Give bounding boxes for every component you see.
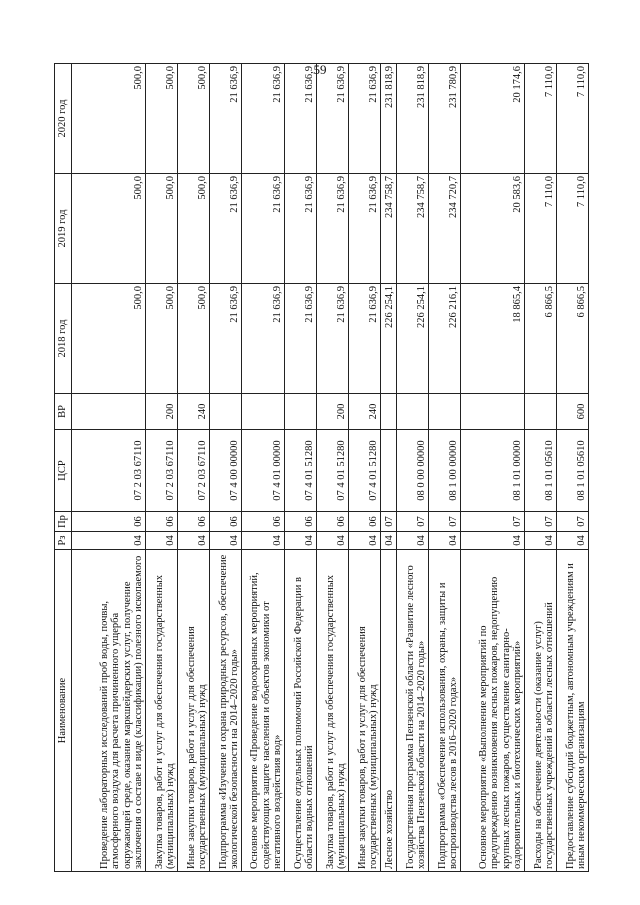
table-row: [242, 64, 285, 872]
row-name: Закупка товаров, работ и услуг для обеспечения государственных (муниципальных) нужд: [317, 550, 349, 872]
row-vr: [285, 394, 317, 430]
row-name: Иные закупки товаров, работ и услуг для обеспечения государственных (муниципальных) нужд: [178, 550, 210, 872]
table-row: [285, 64, 317, 872]
row-pr: 07: [525, 512, 557, 532]
row-rz: 04: [557, 532, 589, 550]
row-csr: 07 4 00 00000: [210, 430, 242, 512]
row-rz: 04: [381, 532, 397, 550]
row-pr: 06: [242, 512, 285, 532]
row-vr: 240: [349, 394, 381, 430]
row-pr: 07: [429, 512, 461, 532]
row-pr: 07: [557, 512, 589, 532]
row-csr: 07 4 01 51280: [317, 430, 349, 512]
row-csr: 08 0 00 00000: [397, 430, 429, 512]
row-2019: 21 636,9: [285, 174, 317, 284]
row-vr: 600: [557, 394, 589, 430]
row-rz: 04: [317, 532, 349, 550]
header-csr: ЦСР: [55, 430, 72, 512]
row-2018: 226 254,1: [397, 284, 429, 394]
page-number: 59: [313, 62, 327, 77]
row-2020: 21 636,9: [210, 64, 242, 174]
row-2018: 500,0: [146, 284, 178, 394]
row-name: Основное мероприятие «Выполнение мероприятий по предупреждению возникновения лесных пожаров, недопущению крупных лесных пожаров, осуществление санитарно-оздоровительных и биотехнических мероприятий»: [461, 550, 525, 872]
row-2020: 20 174,6: [461, 64, 525, 174]
row-name: Иные закупки товаров, работ и услуг для обеспечения государственных (муниципальных) нужд: [349, 550, 381, 872]
row-2020: 21 636,9: [317, 64, 349, 174]
row-vr: [429, 394, 461, 430]
row-2020: 500,0: [146, 64, 178, 174]
row-csr: 08 1 01 00000: [461, 430, 525, 512]
row-vr: [525, 394, 557, 430]
row-name: Основное мероприятие «Проведение водоохранных мероприятий, содействующих защите населения и объектов экономики от негативного воздействия вод»: [242, 550, 285, 872]
row-pr: 06: [72, 512, 146, 532]
row-name: Осуществление отдельных полномочий Российской Федерации в области водных отношений: [285, 550, 317, 872]
budget-table: [54, 63, 589, 872]
row-2019: 21 636,9: [317, 174, 349, 284]
row-pr: 06: [349, 512, 381, 532]
table-row: [178, 64, 210, 872]
row-2020: 231 818,9: [381, 64, 397, 174]
row-rz: 04: [178, 532, 210, 550]
table-row: [72, 64, 146, 872]
row-csr: 08 1 00 00000: [429, 430, 461, 512]
table-body: [72, 64, 589, 872]
row-pr: 06: [317, 512, 349, 532]
row-pr: 07: [461, 512, 525, 532]
row-2019: 21 636,9: [349, 174, 381, 284]
row-csr: 08 1 01 05610: [557, 430, 589, 512]
row-2018: 18 865,4: [461, 284, 525, 394]
row-2020: 21 636,9: [349, 64, 381, 174]
row-rz: 04: [146, 532, 178, 550]
row-2019: 7 110,0: [525, 174, 557, 284]
row-rz: 04: [72, 532, 146, 550]
table-header: [55, 64, 72, 872]
row-vr: [461, 394, 525, 430]
row-2020: 500,0: [178, 64, 210, 174]
row-csr: [381, 430, 397, 512]
row-2018: 21 636,9: [285, 284, 317, 394]
row-pr: 07: [397, 512, 429, 532]
row-2019: 234 758,7: [397, 174, 429, 284]
row-rz: 04: [242, 532, 285, 550]
table-row: [557, 64, 589, 872]
rotated-table-container: [54, 64, 588, 872]
row-2020: 231 780,9: [429, 64, 461, 174]
row-2020: 7 110,0: [525, 64, 557, 174]
row-vr: [210, 394, 242, 430]
table-row: [317, 64, 349, 872]
row-pr: 07: [381, 512, 397, 532]
row-name: Предоставление субсидий бюджетным, автономным учреждениям и иным некоммерческим организациям: [557, 550, 589, 872]
row-2018: 226 216,1: [429, 284, 461, 394]
table-row: [381, 64, 397, 872]
row-name: Расходы на обеспечение деятельности (оказание услуг) государственных учреждений в области лесных отношений: [525, 550, 557, 872]
table-row: [397, 64, 429, 872]
row-rz: 04: [525, 532, 557, 550]
row-vr: 240: [178, 394, 210, 430]
row-csr: 07 4 01 51280: [349, 430, 381, 512]
row-vr: [72, 394, 146, 430]
row-2019: 234 720,7: [429, 174, 461, 284]
row-pr: 06: [146, 512, 178, 532]
table-row: [210, 64, 242, 872]
row-2018: 21 636,9: [210, 284, 242, 394]
row-csr: 07 2 03 67110: [146, 430, 178, 512]
row-pr: 06: [285, 512, 317, 532]
row-rz: 04: [461, 532, 525, 550]
row-rz: 04: [210, 532, 242, 550]
header-name: Наименование: [55, 550, 72, 872]
row-2020: 21 636,9: [285, 64, 317, 174]
row-2018: 21 636,9: [242, 284, 285, 394]
header-2019: 2019 год: [55, 174, 72, 284]
row-pr: 06: [210, 512, 242, 532]
header-rz: Рз: [55, 532, 72, 550]
header-2018: 2018 год: [55, 284, 72, 394]
row-2020: 7 110,0: [557, 64, 589, 174]
row-2019: 500,0: [146, 174, 178, 284]
row-vr: 200: [146, 394, 178, 430]
row-2018: 6 866,5: [557, 284, 589, 394]
row-name: Подпрограмма «Обеспечение использования, охраны, защиты и воспроизводства лесов в 2016–2020 годах»: [429, 550, 461, 872]
row-2020: 500,0: [72, 64, 146, 174]
row-2019: 500,0: [178, 174, 210, 284]
row-2018: 21 636,9: [317, 284, 349, 394]
row-name: Подпрограмма «Изучение и охрана природных ресурсов, обеспечение экологической безопасности на 2014–2020 годы»: [210, 550, 242, 872]
row-2020: 21 636,9: [242, 64, 285, 174]
row-2018: 500,0: [72, 284, 146, 394]
row-csr: 07 2 03 67110: [72, 430, 146, 512]
row-rz: 04: [397, 532, 429, 550]
row-vr: 200: [317, 394, 349, 430]
row-rz: 04: [349, 532, 381, 550]
row-name: Государственная программа Пензенской области «Развитие лесного хозяйства Пензенской области на 2014–2020 годы»: [397, 550, 429, 872]
row-2019: 234 758,7: [381, 174, 397, 284]
row-csr: 07 4 01 00000: [242, 430, 285, 512]
header-vr: ВР: [55, 394, 72, 430]
row-csr: 07 4 01 51280: [285, 430, 317, 512]
row-2018: 21 636,9: [349, 284, 381, 394]
table-row: [461, 64, 525, 872]
row-name: Лесное хозяйство: [381, 550, 397, 872]
row-rz: 04: [285, 532, 317, 550]
table-row: [429, 64, 461, 872]
row-csr: 07 2 03 67110: [178, 430, 210, 512]
row-2019: 21 636,9: [210, 174, 242, 284]
table-row: [525, 64, 557, 872]
row-vr: [397, 394, 429, 430]
row-2019: 20 583,6: [461, 174, 525, 284]
row-2018: 226 254,1: [381, 284, 397, 394]
table-row: [146, 64, 178, 872]
row-2019: 7 110,0: [557, 174, 589, 284]
row-vr: [242, 394, 285, 430]
row-2018: 6 866,5: [525, 284, 557, 394]
row-2019: 21 636,9: [242, 174, 285, 284]
header-pr: Пр: [55, 512, 72, 532]
row-2020: 231 818,9: [397, 64, 429, 174]
row-name: Закупка товаров, работ и услуг для обеспечения государственных (муниципальных) нужд: [146, 550, 178, 872]
row-2019: 500,0: [72, 174, 146, 284]
row-pr: 06: [178, 512, 210, 532]
header-2020: 2020 год: [55, 64, 72, 174]
table-row: [349, 64, 381, 872]
row-csr: 08 1 01 05610: [525, 430, 557, 512]
row-vr: [381, 394, 397, 430]
row-2018: 500,0: [178, 284, 210, 394]
row-rz: 04: [429, 532, 461, 550]
row-name: Проведение лабораторных исследований проб воды, почвы, атмосферного воздуха для расчета причиненного ущерба окружающей среде, оказание маркшейдерских услуг, получение заключения о составе и виде (классификации) полезного ископаемого: [72, 550, 146, 872]
